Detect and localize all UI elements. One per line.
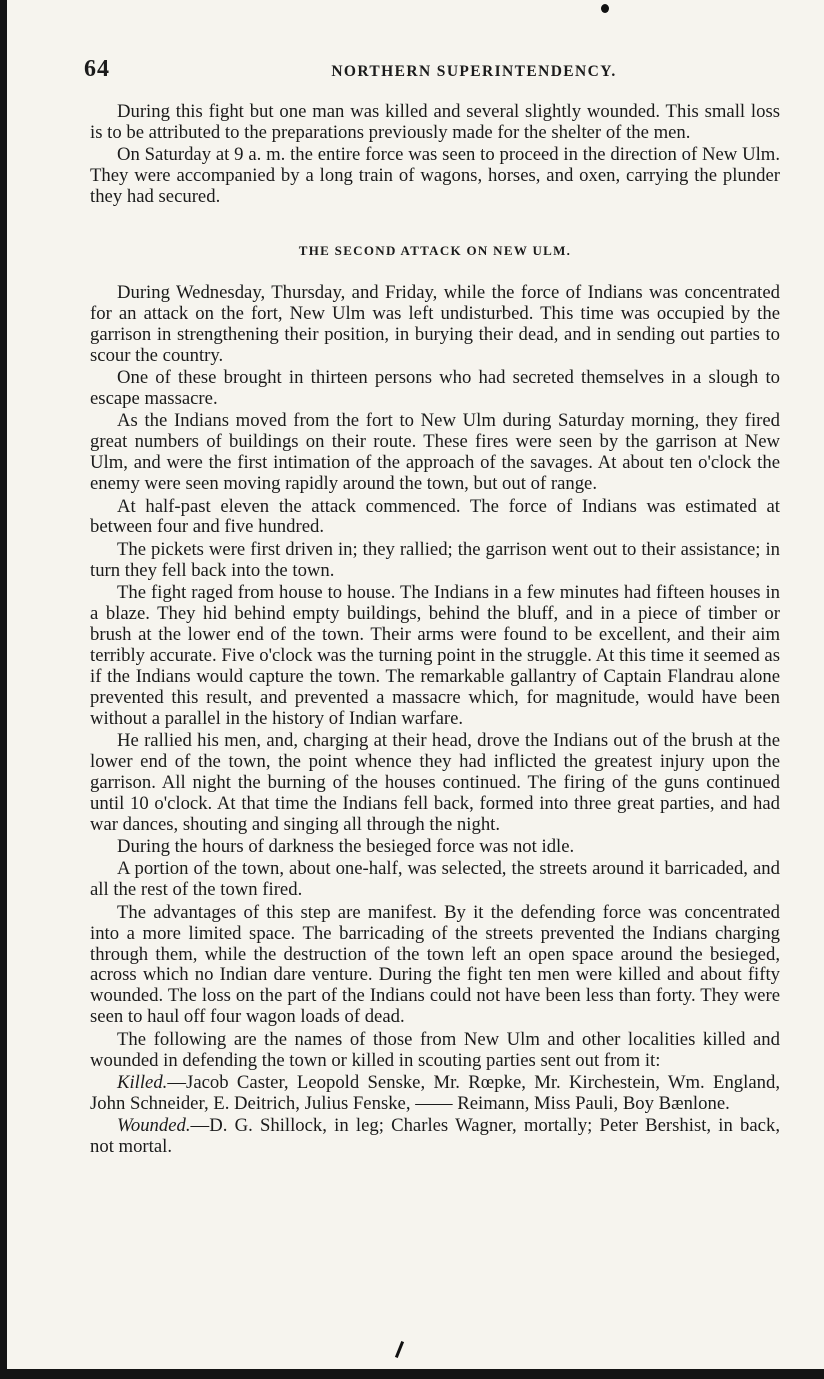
paragraph: He rallied his men, and, charging at their head, drove the Indians out of the brush at the lower end of the town, the point whence they had inflicted the greatest injury upon the garrison. All night the burning of the houses continued. The firing of the guns continued until 10 o'clock. At that time the Indians fell back, formed into three great parties, and had war dances, shouting and singing all through the night. bbox=[90, 729, 780, 835]
page-header bbox=[84, 56, 780, 90]
scan-left-edge bbox=[0, 0, 7, 1379]
killed-label: Killed. bbox=[117, 1071, 168, 1093]
wounded-names: —D. G. Shillock, in leg; Charles Wagner, mortally; Peter Bershist, in back, not mortal. bbox=[90, 1115, 780, 1158]
paragraph: During the hours of darkness the besieged force was not idle. bbox=[117, 836, 575, 857]
paragraph: One of these brought in thirteen persons who had secreted themselves in a slough to escape massacre. bbox=[90, 367, 780, 409]
paragraph: The fight raged from house to house. The Indians in a few minutes had fifteen houses in a blaze. They hid behind empty buildings, behind the bluff, and in a piece of timber or brush at the lower end of the town. Their arms were found to be excellent, and their aim terribly accurate. Five o'clock was the turning point in the struggle. At this time it seemed as if the Indians would capture the town. The remarkable gallantry of Captain Flandrau alone prevented this result, and prevented a massacre which, for magnitude, would have been without a parallel in the history of Indian warfare. bbox=[90, 582, 780, 729]
paragraph: During Wednesday, Thursday, and Friday, while the force of Indians was concentrated for an attack on the fort, New Ulm was left undisturbed. This time was occupied by the garrison in strengthening their position, in burying their dead, and in sending out parties to scour the country. bbox=[90, 281, 780, 366]
section-heading: THE SECOND ATTACK ON NEW ULM. bbox=[298, 243, 572, 259]
killed-list bbox=[90, 1073, 780, 1115]
paragraph: At half-past eleven the attack commenced. The force of Indians was estimated at between four and five hundred. bbox=[90, 495, 780, 538]
paragraph: During this fight but one man was killed and several slightly wounded. This small loss is to be attributed to the preparations previously made for the shelter of the men. bbox=[90, 101, 780, 143]
paragraph: As the Indians moved from the fort to New Ulm during Saturday morning, they fired great numbers of buildings on their route. These fires were seen by the garrison at New Ulm, and were the first intimation of the approach of the savages. At about ten o'clock the enemy were seen moving rapidly around the town, but out of range. bbox=[90, 410, 780, 495]
scan-bottom-edge bbox=[0, 1369, 824, 1379]
paragraph: On Saturday at 9 a. m. the entire force was seen to proceed in the direction of New Ulm. They were accompanied by a long train of wagons, horses, and oxen, carrying the plunder they had secured. bbox=[90, 144, 780, 208]
paragraph: The following are the names of those from New Ulm and other localities killed and wounded in defending the town or killed in scouting parties sent out from it: bbox=[90, 1028, 780, 1071]
wounded-list bbox=[90, 1116, 780, 1158]
paragraph: The pickets were first driven in; they rallied; the garrison went out to their assistance; in turn they fell back into the town. bbox=[90, 538, 780, 581]
paragraph: The advantages of this step are manifest. By it the defending force was concentrated into a more limited space. The barricading of the streets prevented the Indians charging through them, while the destruction of the town left an open space around the besieged, across which no Indian dare venture. During the fight ten men were killed and about fifty wounded. The loss on the part of the Indians could not have been less than forty. They were seen to haul off four wagon loads of dead. bbox=[90, 901, 780, 1028]
ink-slash-mark bbox=[395, 1341, 404, 1358]
ink-dot-mark bbox=[601, 4, 609, 13]
page-number: 64 bbox=[84, 56, 110, 82]
paragraph: A portion of the town, about one-half, was selected, the streets around it barricaded, and all the rest of the town fired. bbox=[90, 858, 780, 901]
running-title: NORTHERN SUPERINTENDENCY. bbox=[331, 63, 617, 80]
wounded-label: Wounded. bbox=[117, 1115, 191, 1137]
killed-names: —Jacob Caster, Leopold Senske, Mr. Rœpke, Mr. Kirchestein, Wm. England, John Schneider, E. Deitrich, Julius Fenske, —— Reimann, Miss Pauli, Boy Bænlone. bbox=[90, 1071, 780, 1114]
body-text bbox=[90, 102, 780, 1160]
